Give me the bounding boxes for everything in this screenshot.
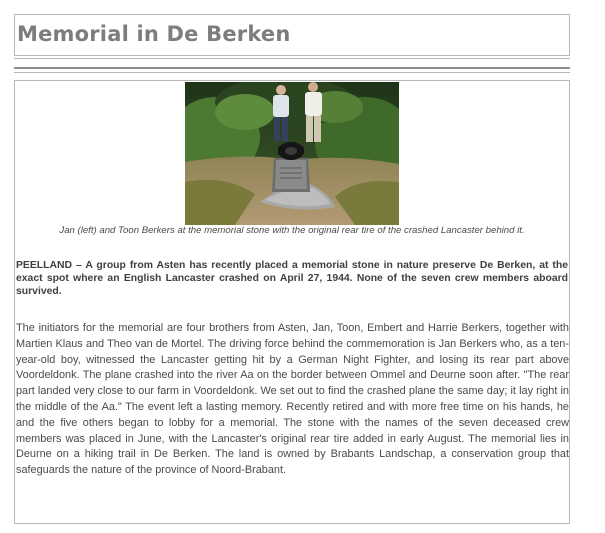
- page-title: Memorial in De Berken: [17, 22, 291, 46]
- divider-main: [14, 67, 570, 69]
- memorial-photo: [185, 82, 399, 225]
- photo-caption: Jan (left) and Toon Berkers at the memorial stone with the original rear tire of the crashed Lancaster behind it.: [59, 225, 525, 236]
- divider-bottom: [14, 72, 570, 73]
- article-body: [14, 80, 570, 524]
- divider-top: [14, 58, 570, 59]
- body-paragraph: The initiators for the memorial are four brothers from Asten, Jan, Toon, Embert and Harrie Berkers, together with Martien Klaus and Theo van de Mortel. The driving force behind the commemoration is Jan Berkers who, as a ten-year-old boy, witnessed the Lancaster getting hit by a German Night Fighter, and losing its rear part above Voordeldonk. The plane crashed into the river Aa on the border between Ommel and Deurne soon after. "The rear part landed very close to our farm in Voordeldonk. We set out to find the crashed plane the same day; it lay right in the middle of the Aa." The event left a lasting memory. Recently retired and with more free time on his hands, he and the five others began to lobby for a memorial. The stone with the names of the seven deceased crew members was placed in June, with the Lancaster's original rear tire added in early August. The memorial lies in Deurne on a hiking trail in De Berken. The land is owned by Brabants Landschap, a conservation group that safeguards the nature of the province of Noord-Brabant.: [16, 322, 569, 477]
- title-box: [14, 14, 570, 56]
- lead-paragraph: PEELLAND – A group from Asten has recently placed a memorial stone in nature preserve De Berken, at the exact spot where an English Lancaster crashed on April 27, 1944. None of the seven crew members aboard survived.: [16, 260, 568, 297]
